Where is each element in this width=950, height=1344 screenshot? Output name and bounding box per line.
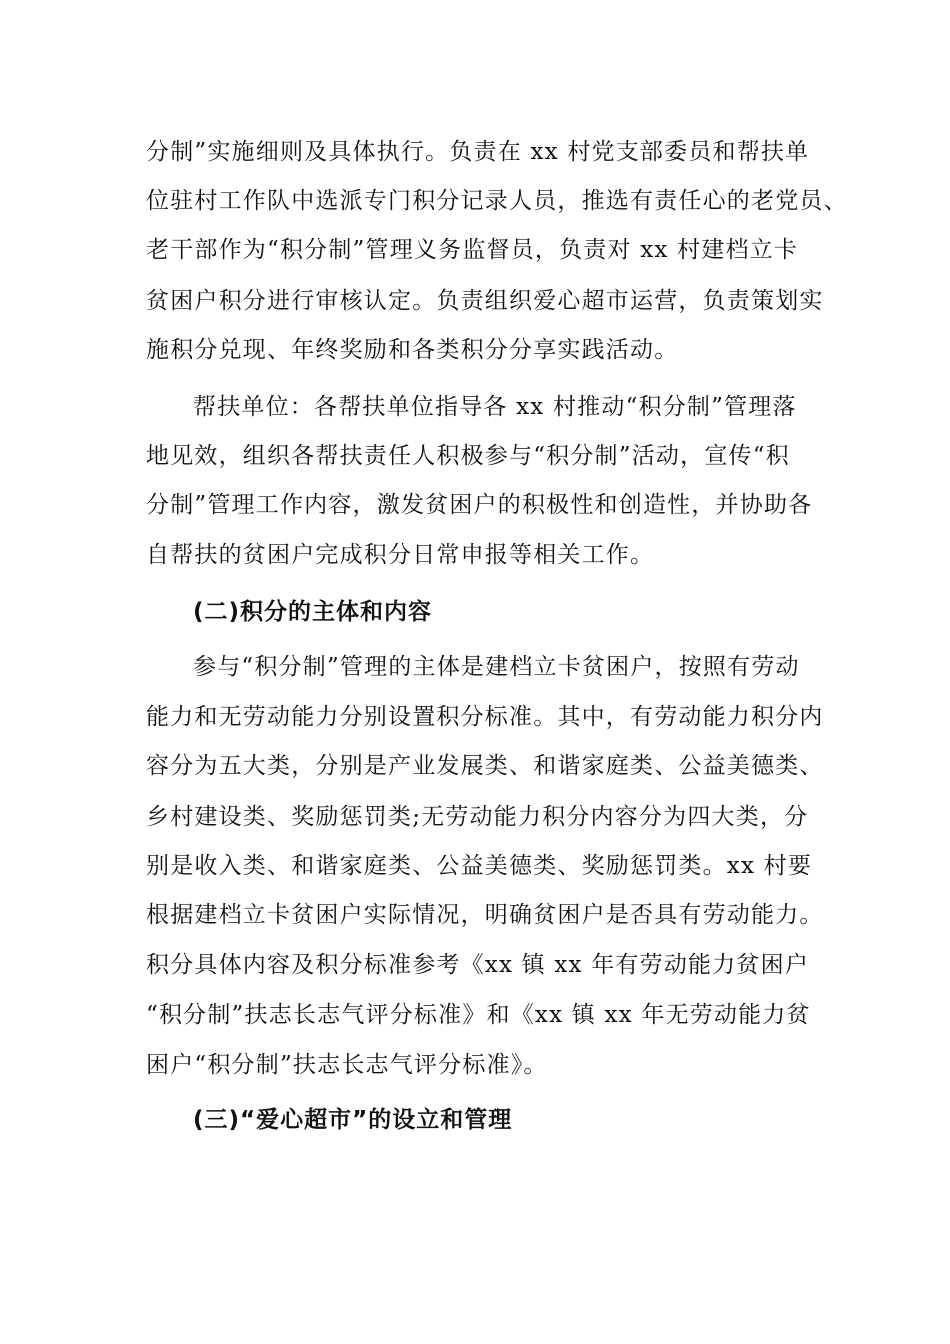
paragraph-2-line-4: 自帮扶的贫困户完成积分日常申报等相关工作。 xyxy=(146,542,655,568)
paragraph-3-line-8: “积分制”扶志长志气评分标准》和《xx 镇 xx 年无劳动能力贫 xyxy=(146,1002,811,1028)
paragraph-1-line-1: 分制”实施细则及具体执行。负责在 xx 村党支部委员和帮扶单 xyxy=(146,139,810,165)
paragraph-1-line-5: 施积分兑现、年终奖励和各类积分分享实践活动。 xyxy=(146,337,679,363)
section-heading-2: (二)积分的主体和内容 xyxy=(193,599,433,625)
section-heading-3: (三)“爱心超市”的设立和管理 xyxy=(193,1107,513,1133)
paragraph-3-line-6: 根据建档立卡贫困户实际情况，明确贫困户是否具有劳动能力。 xyxy=(146,902,824,928)
paragraph-1-line-3: 老干部作为“积分制”管理义务监督员，负责对 xx 村建档立卡 xyxy=(146,237,799,263)
paragraph-2-line-2: 地见效，组织各帮扶责任人积极参与“积分制”活动，宣传“积 xyxy=(146,443,790,469)
paragraph-3-line-4: 乡村建设类、奖励惩罚类;无劳动能力积分内容分为四大类，分 xyxy=(146,804,809,830)
paragraph-3-line-1: 参与“积分制”管理的主体是建档立卡贫困户，按照有劳动 xyxy=(193,654,800,680)
paragraph-3-line-2: 能力和无劳动能力分别设置积分标准。其中，有劳动能力积分内 xyxy=(146,704,824,730)
paragraph-3-line-5: 别是收入类、和谐家庭类、公益美德类、奖励惩罚类。xx 村要 xyxy=(146,853,813,879)
paragraph-1-line-4: 贫困户积分进行审核认定。负责组织爱心超市运营，负责策划实 xyxy=(146,288,824,314)
paragraph-2-line-1: 帮扶单位：各帮扶单位指导各 xx 村推动“积分制”管理落 xyxy=(193,394,797,420)
paragraph-3-line-7: 积分具体内容及积分标准参考《xx 镇 xx 年有劳动能力贫困户 xyxy=(146,952,810,978)
paragraph-3-line-3: 容分为五大类，分别是产业发展类、和谐家庭类、公益美德类、 xyxy=(146,753,824,779)
paragraph-2-line-3: 分制”管理工作内容，激发贫困户的积极性和创造性，并协助各 xyxy=(146,492,813,518)
paragraph-1-line-2: 位驻村工作队中选派专门积分记录人员，推选有责任心的老党员、 xyxy=(146,188,848,214)
paragraph-3-line-9: 困户“积分制”扶志长志气评分标准》。 xyxy=(146,1052,548,1078)
